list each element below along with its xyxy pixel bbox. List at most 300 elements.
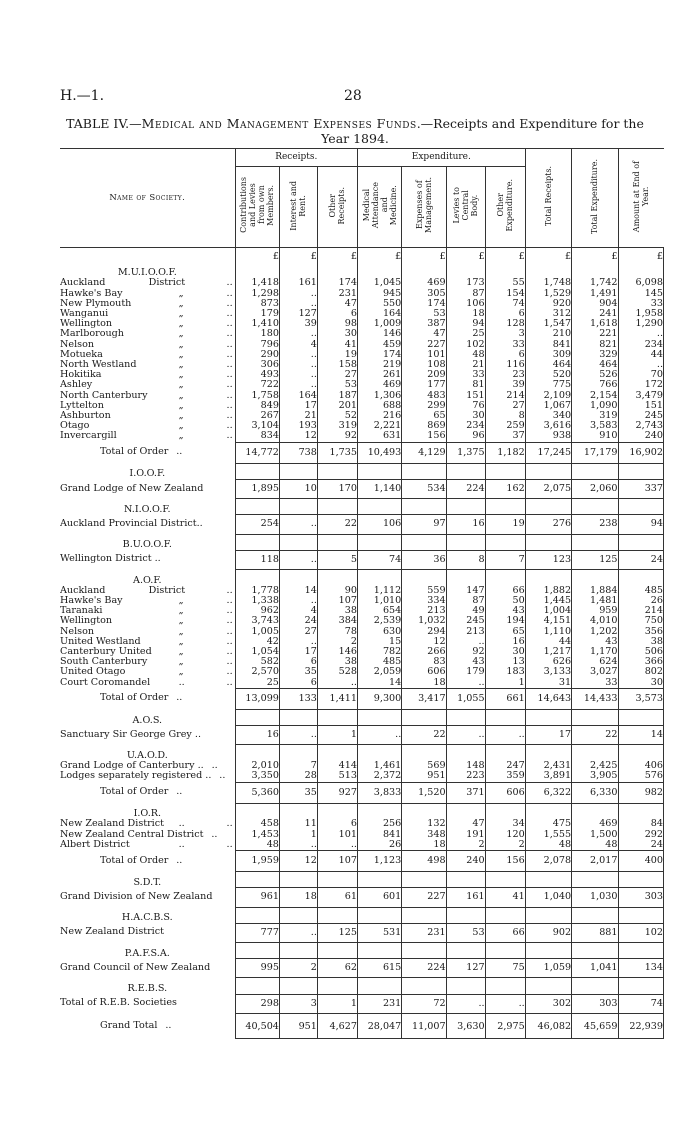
value-cell: 164 (357, 309, 401, 319)
units-row (60, 248, 664, 263)
value-cell: 14 (357, 678, 401, 689)
value-cell: 2,060 (572, 480, 618, 499)
value-cell: 2,975 (485, 1013, 525, 1038)
value-cell: 245 (446, 616, 485, 626)
society-row (60, 550, 664, 569)
value-cell: 22 (317, 515, 357, 534)
name-filler (179, 309, 219, 319)
value-cell: 1,884 (572, 586, 618, 596)
table-body (60, 248, 664, 1039)
value-cell: 6 (317, 819, 357, 829)
name-filler (179, 431, 219, 441)
value-cell: 37 (485, 431, 525, 442)
value-cell: 1 (317, 726, 357, 745)
value-cell: 3,573 (618, 688, 664, 709)
value-cell: 19 (485, 515, 525, 534)
table-row (60, 370, 664, 380)
ditto-mark: „ (178, 360, 184, 371)
value-cell: 14,643 (525, 688, 571, 709)
ditto-mark: „ (178, 390, 184, 401)
value-cell: 493 (235, 370, 279, 380)
ditto-mark: „ (178, 657, 184, 668)
name-filler (179, 319, 219, 329)
leader-dots: .. (226, 400, 233, 411)
society-name-cell (60, 309, 235, 319)
value-cell: 107 (317, 851, 357, 872)
value-cell (279, 463, 317, 479)
value-cell: 8 (446, 550, 485, 569)
society-name: New Plymouth (60, 298, 132, 309)
value-cell (618, 907, 664, 923)
value-cell (402, 570, 446, 586)
value-cell: 97 (402, 515, 446, 534)
value-cell: 10 (279, 480, 317, 499)
value-cell: 101 (317, 830, 357, 840)
value-cell: 31 (525, 678, 571, 689)
value-cell: 26 (618, 596, 664, 606)
name-filler (179, 667, 219, 677)
value-cell: 102 (446, 340, 485, 350)
value-cell: 550 (357, 299, 401, 309)
value-cell: 290 (235, 350, 279, 360)
value-cell (279, 907, 317, 923)
value-cell: 1,067 (525, 401, 571, 411)
value-cell (402, 872, 446, 888)
value-cell: 498 (402, 851, 446, 872)
value-cell: 11,007 (402, 1013, 446, 1038)
society-name-cell (60, 819, 235, 829)
society-name: Wanganui (60, 309, 109, 320)
value-cell: 1,529 (525, 289, 571, 299)
value-cell (572, 570, 618, 586)
name-filler (179, 289, 219, 299)
value-cell: 35 (279, 782, 317, 803)
total-label-line (100, 447, 235, 457)
value-cell: 14 (279, 586, 317, 596)
value-cell (572, 745, 618, 761)
ditto-mark: .. (178, 677, 185, 688)
society-name-cell (60, 370, 235, 380)
leader-dots: .. (226, 616, 233, 627)
value-cell: 464 (572, 360, 618, 370)
society-row (60, 888, 664, 907)
ditto-mark: „ (178, 626, 184, 637)
value-cell: 3,583 (572, 421, 618, 431)
value-cell (235, 745, 279, 761)
value-cell: 2,570 (235, 667, 279, 677)
society-name: Grand Division of New Zealand (60, 890, 213, 902)
society-name-line (60, 329, 235, 339)
value-cell (572, 499, 618, 515)
leader-dots: .. (226, 677, 233, 688)
value-cell: 156 (402, 431, 446, 442)
value-cell: 1,306 (357, 391, 401, 401)
value-cell: 1,958 (618, 309, 664, 319)
section-heading-row (60, 907, 664, 923)
value-cell (525, 745, 571, 761)
value-cell: 259 (485, 421, 525, 431)
value-cell (525, 262, 571, 278)
leader-dots: .. (226, 349, 233, 360)
total-of-order-row (60, 782, 664, 803)
society-name: Auckland Provincial District.. (60, 517, 203, 529)
value-cell (357, 943, 401, 959)
value-cell: 127 (279, 309, 317, 319)
name-filler (179, 647, 219, 657)
society-name-cell (60, 840, 235, 851)
value-cell: .. (317, 678, 357, 689)
value-cell (485, 745, 525, 761)
value-cell: 3,833 (357, 782, 401, 803)
value-cell (279, 262, 317, 278)
name-filler (179, 360, 219, 370)
society-name-line (60, 350, 235, 360)
name-filler (179, 606, 219, 616)
value-cell: 1,182 (485, 442, 525, 463)
section-heading-row (60, 499, 664, 515)
value-cell (525, 499, 571, 515)
value-cell: 48 (446, 350, 485, 360)
value-cell (572, 978, 618, 994)
value-cell: 17,245 (525, 442, 571, 463)
ditto-mark: „ (178, 309, 184, 320)
value-cell (525, 534, 571, 550)
value-cell (485, 978, 525, 994)
society-order-heading: S.D.T. (133, 876, 162, 888)
value-cell: 927 (317, 782, 357, 803)
value-cell (235, 570, 279, 586)
society-name: Grand Lodge of Canterbury .. (60, 761, 204, 772)
total-label-line (100, 693, 235, 703)
society-name: Wellington District .. (60, 553, 161, 565)
currency-unit: £ (357, 248, 401, 263)
society-name-line (60, 411, 235, 421)
value-cell (235, 534, 279, 550)
value-cell: 21 (446, 360, 485, 370)
society-name: North Westland (60, 360, 137, 371)
value-cell: 1,758 (235, 391, 279, 401)
value-cell: 469 (572, 819, 618, 829)
value-cell: 688 (357, 401, 401, 411)
value-cell: 904 (572, 299, 618, 309)
value-cell: 224 (446, 480, 485, 499)
society-name-line (60, 616, 235, 626)
value-cell: 2,425 (572, 761, 618, 771)
table-row (60, 819, 664, 829)
column-header-total-receipts: Total Receipts. (525, 149, 571, 248)
value-cell: .. (279, 923, 317, 942)
society-name-cell (60, 647, 235, 657)
value-cell: 962 (235, 606, 279, 616)
column-header-medical: Medical Attendance and Medicine. (357, 167, 401, 248)
society-name-cell (60, 667, 235, 677)
society-name-line (60, 431, 235, 441)
value-cell (572, 803, 618, 819)
value-cell (572, 907, 618, 923)
value-cell: 118 (235, 550, 279, 569)
value-cell: 41 (317, 340, 357, 350)
value-cell: 55 (485, 278, 525, 288)
table-row (60, 761, 664, 771)
ditto-mark: „ (178, 319, 184, 330)
value-cell (235, 499, 279, 515)
value-cell: 94 (618, 515, 664, 534)
leader-dots: .. (176, 854, 183, 866)
value-cell: 30 (317, 329, 357, 339)
value-cell: .. (357, 726, 401, 745)
value-cell (279, 499, 317, 515)
value-cell (235, 872, 279, 888)
value-cell: 28 (279, 771, 317, 782)
value-cell: 164 (279, 391, 317, 401)
value-cell: 38 (317, 657, 357, 667)
value-cell: 1,959 (235, 851, 279, 872)
value-cell: 162 (485, 480, 525, 499)
society-name: Ashley (60, 380, 93, 391)
value-cell: 123 (525, 550, 571, 569)
leader-dots: .. (226, 288, 233, 299)
value-cell: 70 (618, 370, 664, 380)
ditto-mark: „ (178, 329, 184, 340)
value-cell: 406 (618, 761, 664, 771)
leader-dots: .. (226, 839, 233, 850)
value-cell: 1,217 (525, 647, 571, 657)
value-cell (402, 534, 446, 550)
value-cell (402, 943, 446, 959)
value-cell: 1,054 (235, 647, 279, 657)
value-cell: 292 (618, 830, 664, 840)
value-cell (446, 978, 485, 994)
value-cell: 3,350 (235, 771, 279, 782)
value-cell: 959 (572, 606, 618, 616)
ditto-mark: „ (178, 667, 184, 678)
value-cell: 14,772 (235, 442, 279, 463)
value-cell: 53 (402, 309, 446, 319)
value-cell: 78 (317, 627, 357, 637)
name-filler (179, 657, 219, 667)
value-cell: 39 (485, 380, 525, 390)
value-cell: 1,481 (572, 596, 618, 606)
value-cell: 256 (357, 819, 401, 829)
society-name-cell (60, 678, 235, 689)
value-cell: 1,041 (572, 959, 618, 978)
value-cell: 601 (357, 888, 401, 907)
value-cell (317, 463, 357, 479)
name-filler (179, 596, 219, 606)
value-cell: 1 (485, 678, 525, 689)
name-filler (179, 840, 219, 850)
currency-unit: £ (235, 248, 279, 263)
value-cell (446, 943, 485, 959)
value-cell (279, 943, 317, 959)
value-cell: 201 (317, 401, 357, 411)
table-row (60, 360, 664, 370)
document-reference: H.—1. (60, 88, 105, 104)
society-name: Nelson (60, 626, 95, 637)
value-cell: 22,939 (618, 1013, 664, 1038)
value-cell (525, 978, 571, 994)
ditto-mark: „ (178, 370, 184, 381)
value-cell: 582 (235, 657, 279, 667)
value-cell: 654 (357, 606, 401, 616)
value-cell: 576 (618, 771, 664, 782)
name-filler (179, 627, 219, 637)
value-cell: 17 (279, 401, 317, 411)
society-name: Ashburton (60, 411, 111, 422)
value-cell: 33 (572, 678, 618, 689)
value-cell (618, 499, 664, 515)
society-name-cell (60, 391, 235, 401)
value-cell: 1,778 (235, 586, 279, 596)
value-cell (279, 978, 317, 994)
value-cell: 125 (572, 550, 618, 569)
value-cell (572, 872, 618, 888)
value-cell: 24 (618, 550, 664, 569)
value-cell: 1,298 (235, 289, 279, 299)
table-row (60, 627, 664, 637)
value-cell (572, 710, 618, 726)
society-name: Wellington (60, 616, 113, 627)
value-cell: 802 (618, 667, 664, 677)
value-cell: 334 (402, 596, 446, 606)
value-cell: 276 (525, 515, 571, 534)
value-cell: 8 (485, 411, 525, 421)
value-cell: 133 (279, 688, 317, 709)
value-cell: 464 (525, 360, 571, 370)
value-cell: 1,445 (525, 596, 571, 606)
society-name-line (60, 360, 235, 370)
value-cell: 231 (317, 289, 357, 299)
section-heading-row (60, 872, 664, 888)
total-of-order-row (60, 442, 664, 463)
value-cell: 170 (317, 480, 357, 499)
value-cell (317, 803, 357, 819)
society-order-heading: B.U.O.O.F. (122, 539, 172, 551)
society-name-cell (60, 350, 235, 360)
society-order-heading: R.E.B.S. (127, 982, 168, 994)
total-label-text: Total of Order (100, 786, 169, 798)
value-cell: 1,453 (235, 830, 279, 840)
leader-dots: .. (211, 761, 218, 772)
society-name-cell (60, 340, 235, 350)
value-cell (357, 463, 401, 479)
column-header-contributions: Contributions and Levies from own Members. (235, 167, 279, 248)
value-cell: 4 (279, 340, 317, 350)
society-row (60, 480, 664, 499)
page-number: 28 (344, 88, 362, 104)
section-heading-row (60, 463, 664, 479)
society-name-line (60, 380, 235, 390)
value-cell (618, 262, 664, 278)
society-name: Grand Council of New Zealand (60, 961, 211, 973)
value-cell: 777 (235, 923, 279, 942)
value-cell: 1,032 (402, 616, 446, 626)
value-cell (402, 499, 446, 515)
value-cell: 459 (357, 340, 401, 350)
value-cell: 16 (446, 515, 485, 534)
name-filler (179, 616, 219, 626)
value-cell: 3,616 (525, 421, 571, 431)
value-cell: 17 (525, 726, 571, 745)
value-cell: 84 (618, 819, 664, 829)
value-cell: 39 (279, 319, 317, 329)
value-cell: 173 (446, 278, 485, 288)
value-cell: 3,891 (525, 771, 571, 782)
leader-dots: .. (226, 329, 233, 340)
value-cell: 147 (446, 586, 485, 596)
ditto-mark: „ (178, 298, 184, 309)
table-row (60, 319, 664, 329)
value-cell: 6 (279, 678, 317, 689)
value-cell: 14,433 (572, 688, 618, 709)
value-cell: .. (279, 637, 317, 647)
value-cell (572, 943, 618, 959)
leader-dots: .. (219, 771, 226, 782)
name-filler (179, 421, 219, 431)
value-cell: 36 (402, 550, 446, 569)
column-group-receipts: Receipts. (235, 149, 357, 167)
value-cell (485, 499, 525, 515)
value-cell (317, 745, 357, 761)
value-cell (317, 978, 357, 994)
section-heading-row (60, 534, 664, 550)
value-cell: 6,330 (572, 782, 618, 803)
value-cell: 128 (485, 319, 525, 329)
value-cell: 125 (317, 923, 357, 942)
value-cell: 30 (446, 411, 485, 421)
value-cell: 154 (485, 289, 525, 299)
value-cell: 2,221 (357, 421, 401, 431)
value-cell: 1,547 (525, 319, 571, 329)
leader-dots: .. (226, 657, 233, 668)
value-cell: 881 (572, 923, 618, 942)
value-cell: 961 (235, 888, 279, 907)
value-cell (317, 499, 357, 515)
value-cell: .. (317, 840, 357, 851)
value-cell: 7 (279, 761, 317, 771)
total-label-text: Total of Order (100, 446, 169, 458)
value-cell: 3,905 (572, 771, 618, 782)
society-name-cell (60, 299, 235, 309)
society-name-cell (60, 596, 235, 606)
value-cell: 30 (485, 647, 525, 657)
value-cell: 62 (317, 959, 357, 978)
value-cell: 53 (446, 923, 485, 942)
value-cell: 25 (446, 329, 485, 339)
society-name-line (60, 586, 235, 596)
value-cell: 66 (485, 586, 525, 596)
leader-dots: .. (226, 626, 233, 637)
value-cell (525, 943, 571, 959)
table-row (60, 340, 664, 350)
value-cell: .. (485, 994, 525, 1013)
society-name-line (60, 309, 235, 319)
value-cell: 624 (572, 657, 618, 667)
section-heading-row (60, 943, 664, 959)
name-filler (179, 391, 219, 401)
table-row (60, 411, 664, 421)
value-cell: 53 (317, 380, 357, 390)
value-cell: 630 (357, 627, 401, 637)
table-row (60, 667, 664, 677)
value-cell (446, 570, 485, 586)
value-cell: .. (279, 515, 317, 534)
value-cell: 87 (446, 596, 485, 606)
value-cell: 240 (446, 851, 485, 872)
value-cell (402, 978, 446, 994)
table-title (60, 116, 650, 146)
value-cell: 3,104 (235, 421, 279, 431)
